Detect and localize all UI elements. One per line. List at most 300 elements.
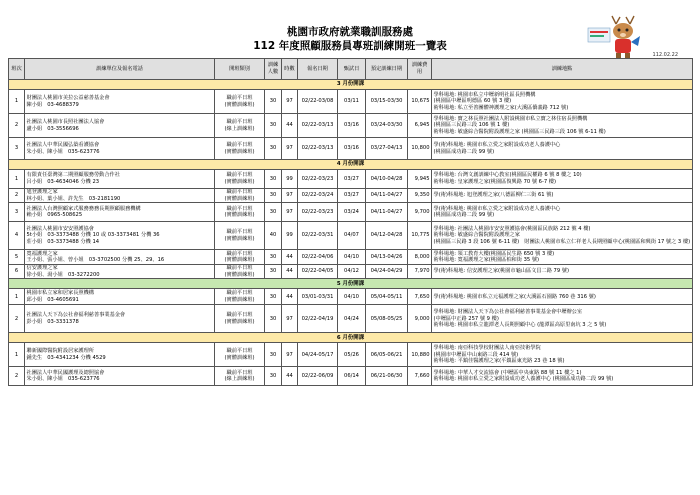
class-number: 2: [14, 192, 19, 199]
training-fee: 10,775: [411, 232, 430, 239]
location-line-1: 學科場地: 中華人才交流協會 (中壢區中央東路 88 號 11 樓之 1): [433, 369, 582, 376]
cell-reg: [298, 203, 338, 222]
trainee-count: 30: [269, 175, 277, 182]
cell-people: [265, 367, 282, 386]
location-line-2: (桃園區成功路二段 99 號): [433, 148, 495, 155]
location-line-1: 學科場地: 領工教育大樓(桃園區民生路 650 號 3 樓): [433, 250, 555, 257]
cell-hours: [282, 203, 298, 222]
trainee-count: 30: [269, 268, 277, 275]
document-title: 桃園市政府就業職訓服務處: [287, 26, 413, 38]
exam-date: 03/16: [344, 145, 359, 152]
org-name: 信安護理之家: [26, 265, 58, 272]
cell-location: [432, 222, 693, 250]
class-number: 1: [14, 98, 19, 105]
cell-type: [215, 265, 265, 279]
cell-no: [9, 90, 25, 114]
cell-people: [265, 90, 282, 114]
table-row: [9, 343, 693, 367]
class-type: 職前平日班: [226, 189, 253, 195]
cell-fee: [408, 222, 432, 250]
location-line-2: (桃園區成功路二段 99 號): [433, 212, 495, 219]
location-line-1: 學(術)科場地: 桃園市私立愛之家附設成功老人養護中心: [433, 141, 561, 148]
exam-date: 04/12: [344, 268, 359, 275]
cell-people: [265, 189, 282, 203]
training-fee: 7,970: [414, 268, 430, 275]
cell-people: [265, 203, 282, 222]
cell-fee: [408, 90, 432, 114]
class-type: 職前平日班: [226, 250, 253, 257]
training-fee: 6,945: [414, 122, 430, 129]
cell-location: [432, 250, 693, 265]
month-section-label: 6 月份開課: [9, 333, 693, 343]
org-name: 桃園市私立家和居家長照機構: [26, 290, 94, 297]
class-format: (實體訓練班): [224, 235, 255, 242]
location-line-2: 術科場地: 桃園市私立愛之家附設成功老人養護中心 (桃園區成功路二段 99 號): [433, 376, 614, 383]
cell-fee: [408, 343, 432, 367]
cell-period: [366, 289, 408, 305]
cell-hours: [282, 170, 298, 189]
cell-exam: [338, 367, 366, 386]
cell-unit: [25, 114, 215, 138]
class-number: 6: [14, 268, 19, 275]
training-hours: 99: [286, 232, 293, 239]
exam-date: 04/07: [344, 232, 359, 239]
class-format: (實體訓練班): [224, 354, 255, 361]
cell-unit: [25, 250, 215, 265]
cell-people: [265, 222, 282, 250]
month-section-label: 5 月份開課: [9, 279, 693, 289]
cell-hours: [282, 305, 298, 333]
cell-location: [432, 203, 693, 222]
cell-no: [9, 289, 25, 305]
exam-date: 04/10: [344, 293, 359, 300]
table-body: [9, 80, 693, 386]
header-people: 訓練人數: [265, 59, 282, 80]
header-location: 訓練地點: [432, 59, 693, 80]
cell-location: [432, 343, 693, 367]
class-number: 2: [14, 122, 19, 129]
cell-reg: [298, 114, 338, 138]
cell-no: [9, 114, 25, 138]
cell-type: [215, 305, 265, 333]
cell-hours: [282, 138, 298, 160]
training-fee: 7,650: [414, 293, 430, 300]
cell-type: [215, 203, 265, 222]
table-row: [9, 222, 693, 250]
location-line-1: 學科場地: 南亞科技學校財團法人南亞技術學院: [433, 344, 541, 351]
document-date: 112.02.22: [652, 52, 678, 58]
table-row: [9, 289, 693, 305]
training-hours: 44: [286, 293, 293, 300]
registration-dates: 02/22-03/31: [301, 232, 334, 239]
class-number: 1: [14, 293, 19, 300]
cell-exam: [338, 170, 366, 189]
exam-date: 03/27: [344, 175, 359, 182]
class-type: 職前平日班: [226, 94, 253, 101]
training-period: 04/13-04/26: [370, 253, 403, 260]
header-hours: 時數: [282, 59, 298, 80]
exam-date: 03/24: [344, 208, 359, 215]
training-hours: 44: [286, 268, 293, 275]
table-row: [9, 367, 693, 386]
trainee-count: 30: [269, 351, 277, 358]
contact-info: 朱小姐、陳小姐 035-623776: [26, 148, 100, 155]
class-number: 4: [14, 232, 19, 239]
class-format: (線上訓練班): [224, 376, 255, 383]
class-type: 職前平日班: [226, 290, 253, 297]
cell-unit: [25, 203, 215, 222]
month-section-row: [9, 160, 693, 170]
cell-type: [215, 222, 265, 250]
cell-period: [366, 189, 408, 203]
cell-people: [265, 138, 282, 160]
training-fee: 9,700: [414, 208, 430, 215]
cell-fee: [408, 138, 432, 160]
location-line-2: (中壢區中正路 257 號 9 樓): [433, 315, 499, 322]
cell-unit: [25, 265, 215, 279]
cell-hours: [282, 114, 298, 138]
header-unit: 訓練單位及報名電話: [25, 59, 215, 80]
location-line-3: (桃園區三民路 3 段 106 號 6-11 樓) 財團法人桃園市私立仁祥老人長期照顧中心(桃園區和興街 17 號之 3 樓): [433, 238, 691, 245]
registration-dates: 02/22-03/13: [301, 145, 334, 152]
cell-reg: [298, 343, 338, 367]
cell-exam: [338, 265, 366, 279]
training-fee: 10,675: [411, 98, 430, 105]
deer-mascot-icon: [586, 14, 646, 60]
location-line-3: 術科場地: 平鎮佳醫護理之家(平鎮區東光路 23 巷 18 號): [433, 358, 565, 365]
cell-reg: [298, 222, 338, 250]
trainee-count: 30: [269, 293, 277, 300]
location-line-1: 學科場地: 社團法人桃園市安安照護協會(桃園區民族路 212 號 4 樓): [433, 225, 591, 232]
cell-hours: [282, 289, 298, 305]
location-line-1: 學(術)科場地: 桃園市私立元福護理之家(大溪區石園路 760 巷 316 號): [433, 293, 596, 300]
cell-reg: [298, 90, 338, 114]
contact-info: 朱小姐、陳小姐 035-623776: [26, 376, 100, 383]
header-type: 開班類別: [215, 59, 265, 80]
cell-exam: [338, 203, 366, 222]
table-row: [9, 265, 693, 279]
registration-dates: 02/22-03/23: [301, 208, 334, 215]
class-format: (實體訓練班): [224, 271, 255, 278]
cell-no: [9, 189, 25, 203]
cell-fee: [408, 250, 432, 265]
cell-no: [9, 170, 25, 189]
cell-fee: [408, 289, 432, 305]
cell-period: [366, 114, 408, 138]
contact-info: 徐小姐、湯小姐 03-3272200: [26, 271, 100, 278]
registration-dates: 02/22-03/08: [301, 98, 334, 105]
training-period: 04/24-04/29: [370, 268, 403, 275]
training-period: 03/15-03/30: [370, 98, 403, 105]
org-name: 有限責任臺灣第二期照顧服務勞動合作社: [26, 172, 120, 179]
cell-reg: [298, 305, 338, 333]
training-period: 04/11-04/27: [370, 192, 403, 199]
trainee-count: 40: [269, 232, 277, 239]
contact-info: 林小姐、葉小姐、許先生 03-2181190: [26, 195, 121, 202]
cell-hours: [282, 250, 298, 265]
cell-type: [215, 289, 265, 305]
cell-fee: [408, 203, 432, 222]
header-fee: 訓練費用: [408, 59, 432, 80]
contact-info: 彭小姐 03-3331378: [26, 318, 79, 325]
location-line-1: 學(術)科場地: 桃園市私立愛之家附設成功老人養護中心: [433, 205, 561, 212]
table-row: [9, 90, 693, 114]
cell-no: [9, 367, 25, 386]
cell-period: [366, 203, 408, 222]
location-line-1: 學科場地: 財團法人天下為公社會福利慈善事業基金會中壢辦公室: [433, 308, 583, 315]
class-type: 職前平日班: [226, 369, 253, 376]
cell-reg: [298, 289, 338, 305]
training-hours: 99: [286, 175, 293, 182]
table-row: [9, 250, 693, 265]
class-format: (實體訓練班): [224, 296, 255, 303]
training-fee: 10,800: [411, 145, 430, 152]
cell-no: [9, 138, 25, 160]
cell-reg: [298, 138, 338, 160]
trainee-count: 30: [269, 208, 277, 215]
header-reg-date: 報名日期: [298, 59, 338, 80]
cell-unit: [25, 189, 215, 203]
class-format: (實體訓練班): [224, 195, 255, 202]
location-line-1: 學(術)科場地: 旭登護理之家(八德區柳仁三街 61 號): [433, 192, 554, 199]
org-name: 聯新國際醫院附設居家護理所: [26, 348, 94, 355]
contact-info: 盧小姐 03-3556696: [26, 125, 79, 132]
cell-unit: [25, 305, 215, 333]
cell-people: [265, 114, 282, 138]
cell-hours: [282, 367, 298, 386]
trainee-count: 30: [269, 373, 277, 380]
cell-hours: [282, 222, 298, 250]
class-format: (實體訓練班): [224, 101, 255, 108]
contact-info: 王小姐、張小姐、曾小姐 03-3702500 分機 25、29、16: [26, 257, 165, 264]
training-period: 05/04-05/11: [370, 293, 403, 300]
contact-info: 陳小姐 03-4688379: [26, 101, 79, 108]
cell-no: [9, 265, 25, 279]
registration-dates: 04/24-05/17: [301, 351, 334, 358]
cell-type: [215, 114, 265, 138]
cell-no: [9, 343, 25, 367]
cell-fee: [408, 170, 432, 189]
training-hours: 97: [286, 192, 293, 199]
class-type: 職前平日班: [226, 141, 253, 148]
class-format: (實體訓練班): [224, 148, 255, 155]
registration-dates: 02/22-03/24: [301, 192, 334, 199]
document-subtitle: 112 年度照顧服務員專班訓練開班一覽表: [253, 40, 447, 52]
cell-unit: [25, 222, 215, 250]
cell-no: [9, 222, 25, 250]
cell-reg: [298, 189, 338, 203]
cell-location: [432, 90, 693, 114]
schedule-table: [8, 58, 693, 386]
training-fee: 9,945: [414, 175, 430, 182]
cell-people: [265, 265, 282, 279]
training-period: 06/21-06/30: [370, 373, 403, 380]
cell-people: [265, 305, 282, 333]
org-name: 旭登護理之家: [26, 189, 58, 195]
cell-type: [215, 343, 265, 367]
contact-info: 邱小姐 03-4605691: [26, 296, 79, 303]
cell-hours: [282, 343, 298, 367]
class-format: (實體訓練班): [224, 212, 255, 219]
training-period: 03/24-03/30: [370, 122, 403, 129]
trainee-count: 30: [269, 253, 277, 260]
table-row: [9, 114, 693, 138]
class-type: 職前平日班: [226, 172, 253, 179]
class-format: (實體訓練班): [224, 179, 255, 185]
location-line-1: 學科場地: 台灣文創訓練中心教室(桃園區民權路 6 號 8 樓之 10): [433, 172, 582, 179]
training-hours: 44: [286, 373, 293, 380]
class-number: 3: [14, 208, 19, 215]
exam-date: 04/10: [344, 253, 359, 260]
class-number: 5: [14, 253, 19, 260]
training-hours: 97: [286, 98, 293, 105]
org-name: 社團法人桃園市安安照護協會: [26, 225, 94, 232]
location-line-2: 術科場地: 皇家護理之家(桃園區復興路 70 號 6-7 樓): [433, 179, 556, 185]
cell-location: [432, 138, 693, 160]
table-row: [9, 189, 693, 203]
class-format: (實體訓練班): [224, 318, 255, 325]
table-row: [9, 305, 693, 333]
location-line-3: 術科場地: 敏盛綜合醫院附設護理之家 (桃園區三民路三段 106 號 6-11 樓): [433, 128, 606, 135]
cell-exam: [338, 250, 366, 265]
cell-fee: [408, 305, 432, 333]
org-name: 寬福護理之家: [26, 250, 58, 257]
cell-type: [215, 170, 265, 189]
exam-date: 06/14: [344, 373, 359, 380]
cell-period: [366, 305, 408, 333]
cell-exam: [338, 189, 366, 203]
trainee-count: 30: [269, 315, 277, 322]
training-hours: 97: [286, 315, 293, 322]
cell-type: [215, 189, 265, 203]
cell-period: [366, 138, 408, 160]
contact-info: 賴小姐 0965-508625: [26, 212, 83, 219]
training-period: 04/10-04/28: [370, 175, 403, 182]
cell-exam: [338, 90, 366, 114]
training-period: 06/05-06/21: [370, 351, 403, 358]
class-number: 1: [14, 175, 19, 182]
contact-info: 呂小姐 03-4634046 分機 23: [26, 179, 100, 185]
cell-period: [366, 250, 408, 265]
cell-exam: [338, 138, 366, 160]
cell-location: [432, 189, 693, 203]
training-hours: 97: [286, 145, 293, 152]
header-exam: 甄試日: [338, 59, 366, 80]
training-period: 04/11-04/27: [370, 208, 403, 215]
training-hours: 44: [286, 253, 293, 260]
contact-info-2: 莊小姐 03-3373488 分機 14: [26, 238, 100, 245]
cell-no: [9, 203, 25, 222]
training-fee: 8,000: [414, 253, 430, 260]
exam-date: 03/16: [344, 122, 359, 129]
cell-type: [215, 250, 265, 265]
trainee-count: 30: [269, 192, 277, 199]
cell-hours: [282, 90, 298, 114]
location-line-2: 術科場地: 敏盛綜合醫院附設護理之家: [433, 232, 520, 239]
registration-dates: 02/22-03/23: [301, 175, 334, 182]
registration-dates: 02/22-04/06: [301, 253, 334, 260]
cell-unit: [25, 343, 215, 367]
cell-exam: [338, 343, 366, 367]
org-name: 社團法人天下為公社會福利慈善事業基金會: [26, 312, 126, 319]
class-type: 職前平日班: [226, 229, 253, 236]
location-line-2: (桃園區中壢區明德區 60 號 3 樓): [433, 98, 512, 105]
cell-location: [432, 265, 693, 279]
contact-info: 5t小姐 03-3373488 分機 10 或 03-3373481 分機 36: [26, 232, 160, 239]
exam-date: 05/26: [344, 351, 359, 358]
org-name: 社團法人中華民國護理及總照協會: [26, 369, 105, 376]
month-section-label: 3 月份開課: [9, 80, 693, 90]
class-type: 職前平日班: [226, 348, 253, 355]
cell-period: [366, 222, 408, 250]
table-row: [9, 203, 693, 222]
class-type: 職前平日班: [226, 312, 253, 319]
org-name: 社團法人桃園市長照社團法人協會: [26, 118, 105, 125]
registration-dates: 03/01-03/31: [301, 293, 334, 300]
cell-reg: [298, 367, 338, 386]
month-section-row: [9, 80, 693, 90]
cell-fee: [408, 114, 432, 138]
class-type: 職前平日班: [226, 118, 253, 125]
cell-type: [215, 138, 265, 160]
location-line-2: 術科場地: 寬福護理之家(桃園區柏和街 35 號): [433, 257, 540, 264]
class-type: 職前平日班: [226, 205, 253, 212]
training-period: 03/27-04/13: [370, 145, 403, 152]
cell-exam: [338, 114, 366, 138]
cell-hours: [282, 189, 298, 203]
cell-unit: [25, 289, 215, 305]
training-fee: 9,000: [414, 315, 430, 322]
header-no: 班次: [9, 59, 25, 80]
registration-dates: 02/22-04/19: [301, 315, 334, 322]
location-line-1: 學(術)科場地: 信安護理之家(桃園市龜山區文昌二路 79 號): [433, 268, 570, 275]
cell-hours: [282, 265, 298, 279]
table-row: [9, 138, 693, 160]
registration-dates: 02/22-06/09: [301, 373, 334, 380]
cell-people: [265, 250, 282, 265]
class-number: 1: [14, 351, 19, 358]
exam-date: 03/11: [344, 98, 359, 105]
month-section-row: [9, 333, 693, 343]
location-line-3: 術科場地: 桃園市私立龍潭老人長期照顧中心 (龍潭區高原里南坑 3 之 5 號): [433, 322, 607, 329]
registration-dates: 02/22-04/05: [301, 268, 334, 275]
cell-people: [265, 289, 282, 305]
class-number: 3: [14, 145, 19, 152]
training-period: 04/12-04/28: [370, 232, 403, 239]
training-fee: 7,660: [414, 373, 430, 380]
cell-unit: [25, 367, 215, 386]
location-line-2: (桃園區三民路三段 106 號 1 樓): [433, 122, 510, 129]
cell-period: [366, 367, 408, 386]
cell-reg: [298, 170, 338, 189]
cell-exam: [338, 222, 366, 250]
org-name: 財團法人桃園市美拉公益慈善基金會: [26, 94, 110, 101]
cell-type: [215, 90, 265, 114]
registration-dates: 02/22-03/13: [301, 122, 334, 129]
class-type: 職前平日班: [226, 265, 253, 272]
exam-date: 03/27: [344, 192, 359, 199]
class-format: (線上訓練班): [224, 125, 255, 132]
cell-location: [432, 305, 693, 333]
org-name: 社團法人中華民國弘築看護協會: [26, 141, 100, 148]
contact-info: 鍾先生 03-4341234 分機 4529: [26, 354, 106, 361]
training-hours: 44: [286, 122, 293, 129]
month-section-label: 4 月份開課: [9, 160, 693, 170]
cell-location: [432, 367, 693, 386]
class-number: 2: [14, 373, 19, 380]
cell-no: [9, 305, 25, 333]
cell-exam: [338, 289, 366, 305]
